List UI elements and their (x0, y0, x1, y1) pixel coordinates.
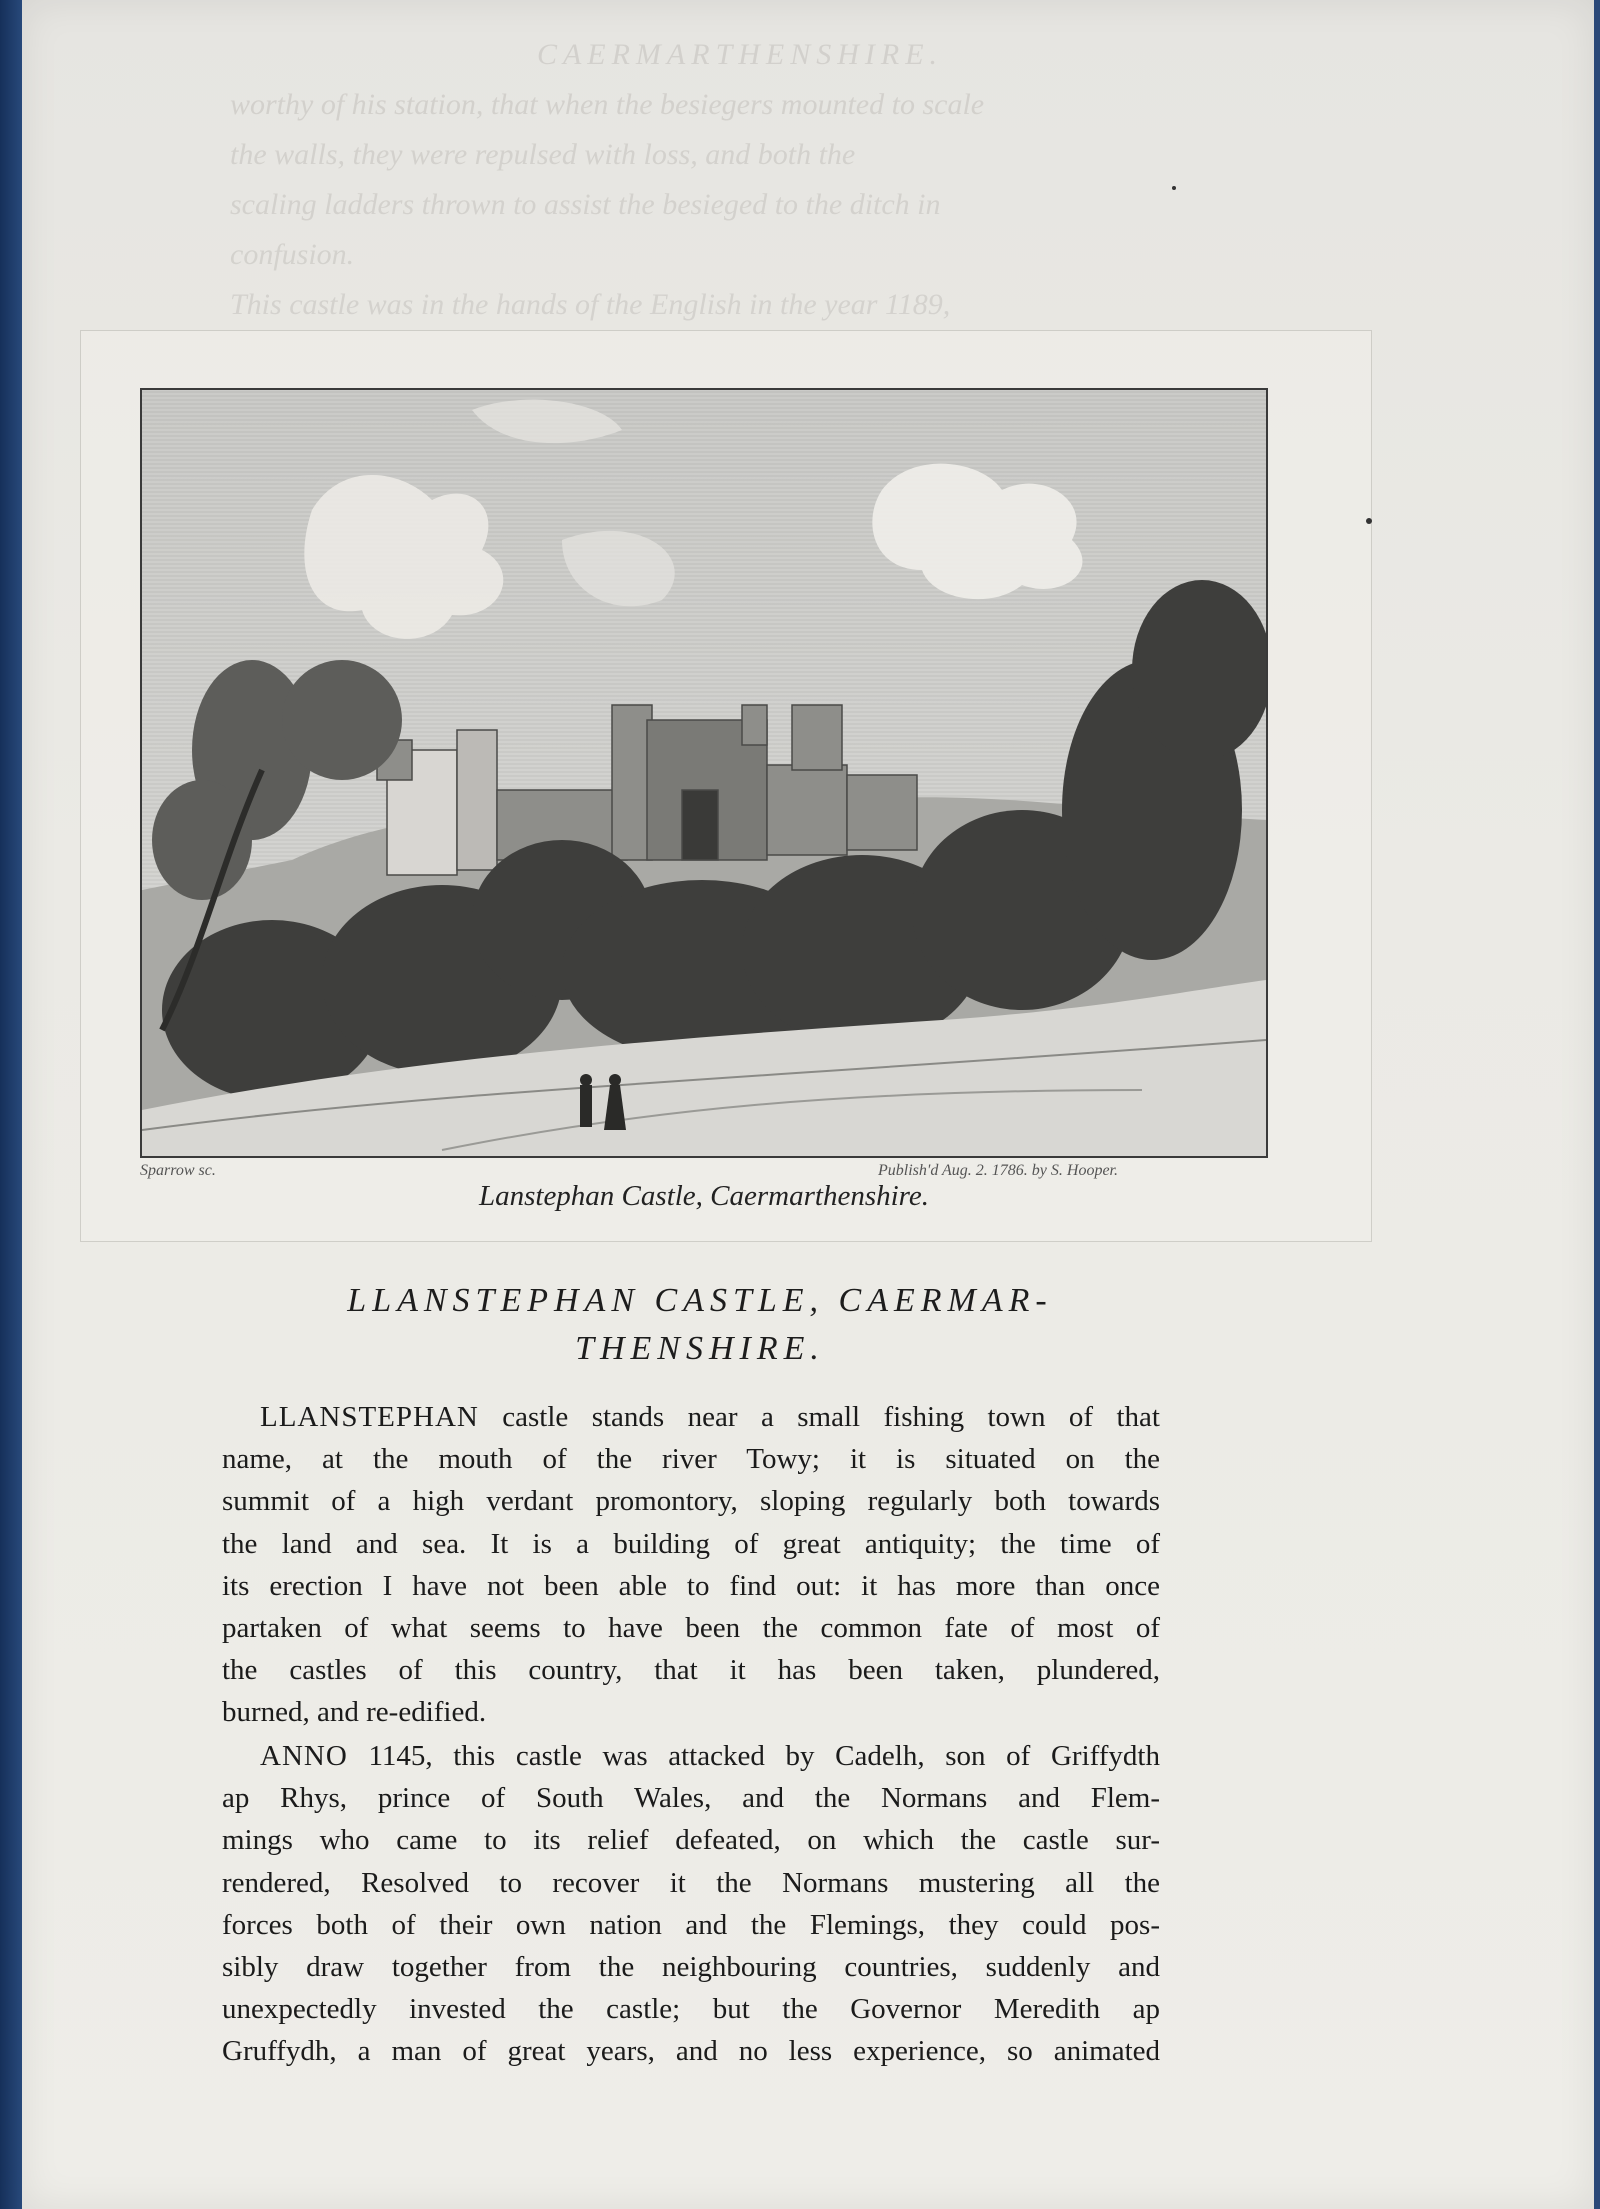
paragraph-line: mings who came to its relief defeated, on which the castle sur- (222, 1824, 1160, 1857)
line-text: castle stands near a small fishing town of that (478, 1401, 1160, 1433)
ink-speck (1172, 186, 1176, 190)
paragraph-line: the land and sea. It is a building of great antiquity; the time of (222, 1527, 1160, 1560)
plate-caption: Lanstephan Castle, Caermarthenshire. (478, 1180, 930, 1212)
paragraph-line: unexpectedly invested the castle; but the Governor Meredith ap (222, 1993, 1160, 2026)
small-caps-lead: LLANSTEPHAN (260, 1401, 479, 1433)
paragraph-line: summit of a high verdant promontory, sloping regularly both towards (222, 1485, 1160, 1518)
scan-backdrop-left (0, 0, 24, 2209)
page-heading-line1: LLANSTEPHAN CASTLE, CAERMAR- (347, 1282, 1053, 1319)
publisher-credit: Publish'd Aug. 2. 1786. by S. Hooper. (878, 1162, 1119, 1179)
ink-speck (1366, 518, 1372, 524)
paragraph-line: name, at the mouth of the river Towy; it is situated on the (222, 1443, 1160, 1476)
engraving-illustration (142, 390, 1266, 1156)
paragraph-2 (222, 1735, 1160, 2073)
engraver-credit: Sparrow sc. (140, 1162, 216, 1179)
show-through-text (230, 30, 1250, 330)
ghost-line: confusion. (230, 238, 355, 271)
paragraph-line (222, 1735, 1160, 1777)
paragraph-line: its erection I have not been able to find out: it has more than once (222, 1569, 1160, 1602)
paragraph-line: Gruffydh, a man of great years, and no less experience, so animated (222, 2035, 1160, 2068)
line-text: 1145, this castle was attacked by Cadelh, son of Griffydth (347, 1740, 1160, 1772)
paragraph-line (222, 1396, 1160, 1438)
small-caps-lead: ANNO (260, 1740, 348, 1772)
ghost-line: scaling ladders thrown to assist the besieged to the ditch in (230, 188, 941, 221)
paragraph-line: rendered, Resolved to recover it the Normans mustering all the (222, 1866, 1160, 1899)
page-heading-line2: THENSHIRE. (575, 1330, 825, 1367)
ghost-line: worthy of his station, that when the besiegers mounted to scale (230, 88, 985, 121)
paragraph-line: partaken of what seems to have been the common fate of most of (222, 1611, 1160, 1644)
paragraph-1 (222, 1396, 1160, 1734)
ghost-line: the walls, they were repulsed with loss, and both the (230, 138, 856, 171)
paragraph-line: sibly draw together from the neighbouring countries, suddenly and (222, 1950, 1160, 1983)
paragraph-line: ap Rhys, prince of South Wales, and the Normans and Flem- (222, 1782, 1160, 1815)
paragraph-line: burned, and re-edified. (222, 1696, 487, 1729)
ghost-line: This castle was in the hands of the English in the year 1189, (230, 288, 951, 321)
paragraph-line: forces both of their own nation and the Flemings, they could pos- (222, 1908, 1160, 1941)
paragraph-line: the castles of this country, that it has been taken, plundered, (222, 1654, 1160, 1687)
castle-engraving (140, 388, 1268, 1158)
ghost-line: CAERMARTHENSHIRE. (536, 38, 944, 71)
